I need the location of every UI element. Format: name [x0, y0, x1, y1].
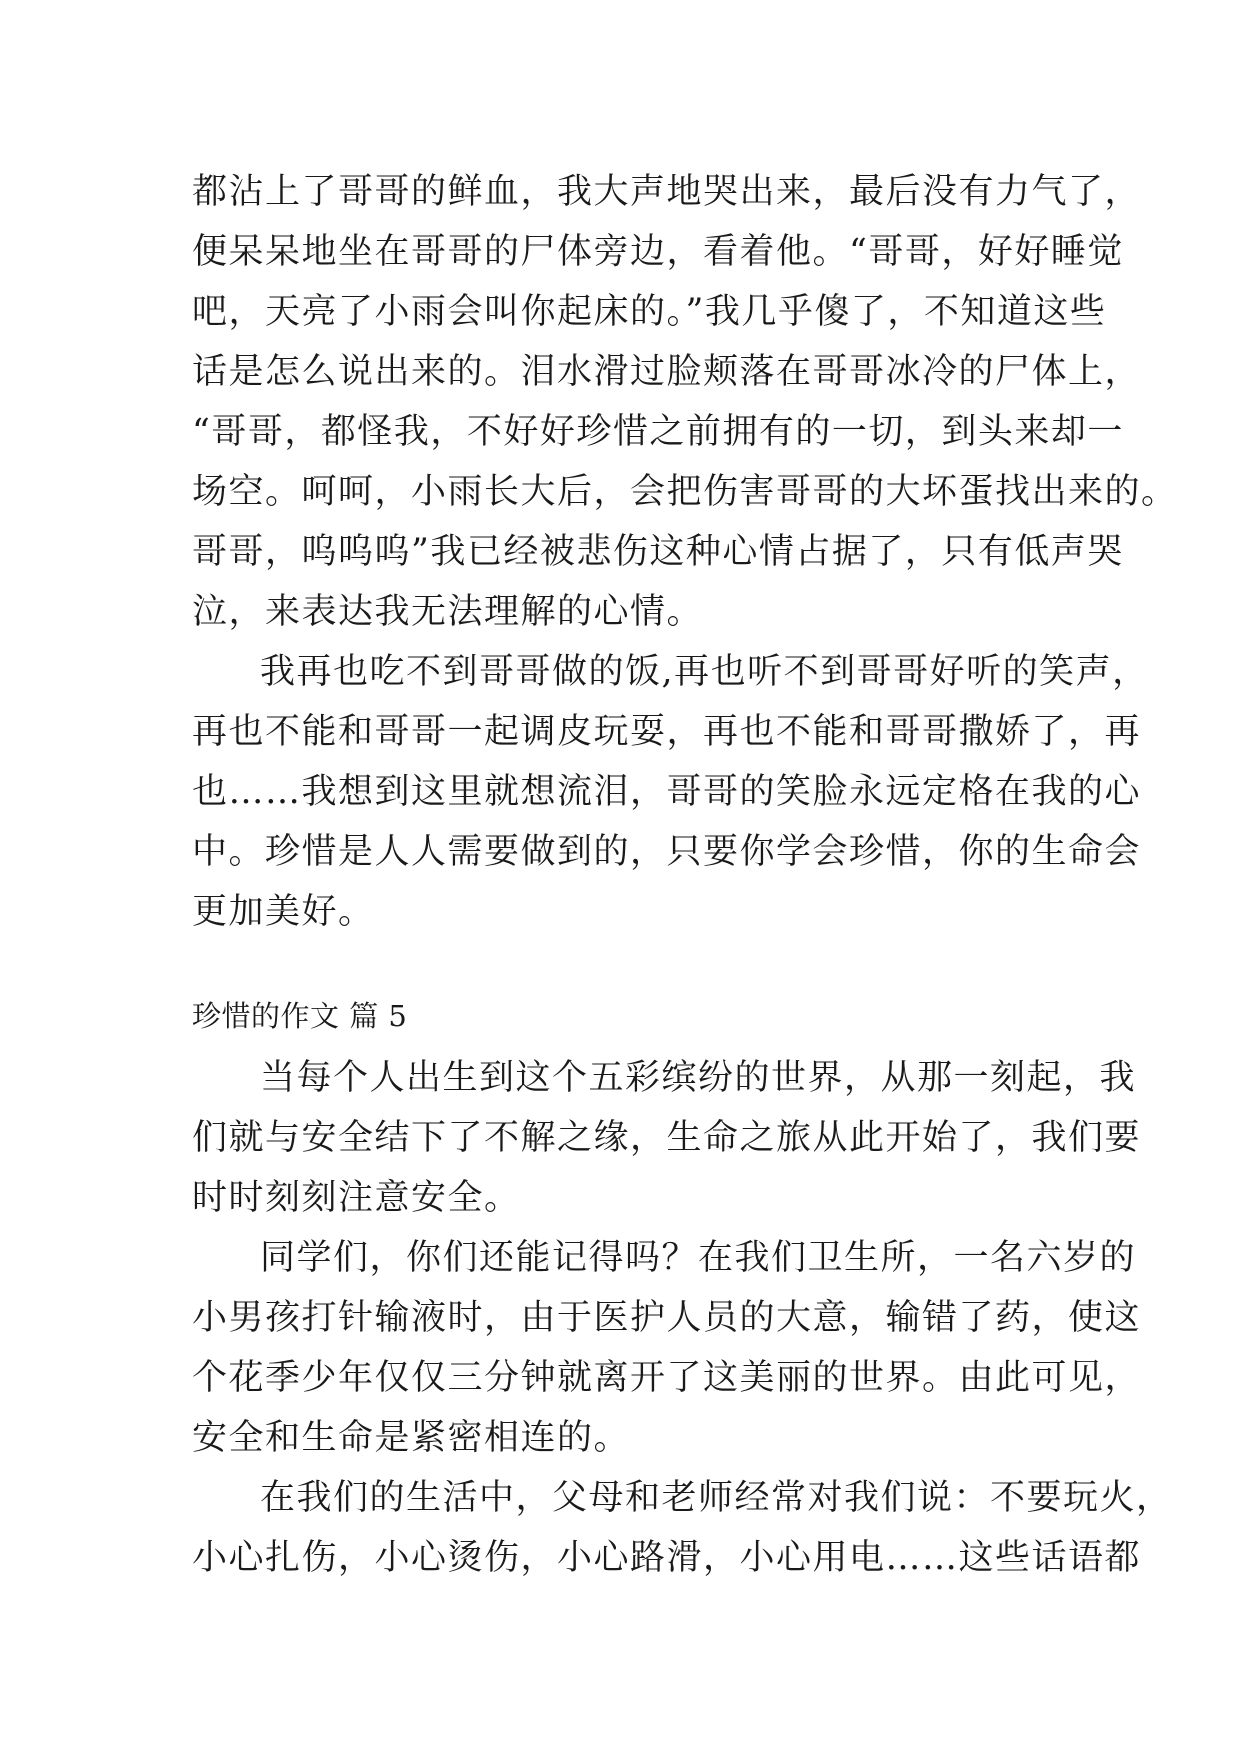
text-line: 都沾上了哥哥的鲜血，我大声地哭出来，最后没有力气了， [192, 172, 1142, 212]
text-line: 小心扎伤，小心烫伤，小心路滑，小心用电……这些话语都 [192, 1538, 1142, 1578]
text-line: 哥哥，呜呜呜”我已经被悲伤这种心情占据了，只有低声哭 [192, 532, 1124, 572]
text-line: 场空。呵呵，小雨长大后，会把伤害哥哥的大坏蛋找出来的。 [192, 472, 1178, 512]
text-line: 们就与安全结下了不解之缘，生命之旅从此开始了，我们要 [192, 1118, 1142, 1158]
text-line: 泣，来表达我无法理解的心情。 [192, 592, 704, 632]
text-line: 时时刻刻注意安全。 [192, 1178, 521, 1218]
text-line: 中。珍惜是人人需要做到的，只要你学会珍惜，你的生命会 [192, 832, 1142, 872]
text-line: 吧，天亮了小雨会叫你起床的。”我几乎傻了，不知道这些 [192, 292, 1107, 332]
text-line: 再也不能和哥哥一起调皮玩耍，再也不能和哥哥撒娇了，再 [192, 712, 1142, 752]
paragraph-first-line: 当每个人出生到这个五彩缤纷的世界，从那一刻起，我 [260, 1058, 1137, 1098]
section-heading: 珍惜的作文 篇 5 [192, 999, 408, 1033]
paragraph-first-line: 同学们，你们还能记得吗？在我们卫生所，一名六岁的 [260, 1238, 1137, 1278]
paragraph-first-line: 在我们的生活中，父母和老师经常对我们说：不要玩火， [260, 1478, 1173, 1518]
text-line: 更加美好。 [192, 892, 375, 932]
text-line: 个花季少年仅仅三分钟就离开了这美丽的世界。由此可见， [192, 1358, 1142, 1398]
text-line: “哥哥，都怪我，不好好珍惜之前拥有的一切，到头来却一 [192, 412, 1124, 452]
text-line: 安全和生命是紧密相连的。 [192, 1418, 631, 1458]
paragraph-first-line: 我再也吃不到哥哥做的饭,再也听不到哥哥好听的笑声， [260, 652, 1149, 692]
text-line: 小男孩打针输液时，由于医护人员的大意，输错了药，使这 [192, 1298, 1142, 1338]
text-line: 话是怎么说出来的。泪水滑过脸颊落在哥哥冰冷的尸体上， [192, 352, 1142, 392]
text-line: 便呆呆地坐在哥哥的尸体旁边，看着他。“哥哥，好好睡觉 [192, 232, 1124, 272]
text-line: 也……我想到这里就想流泪，哥哥的笑脸永远定格在我的心 [192, 772, 1142, 812]
